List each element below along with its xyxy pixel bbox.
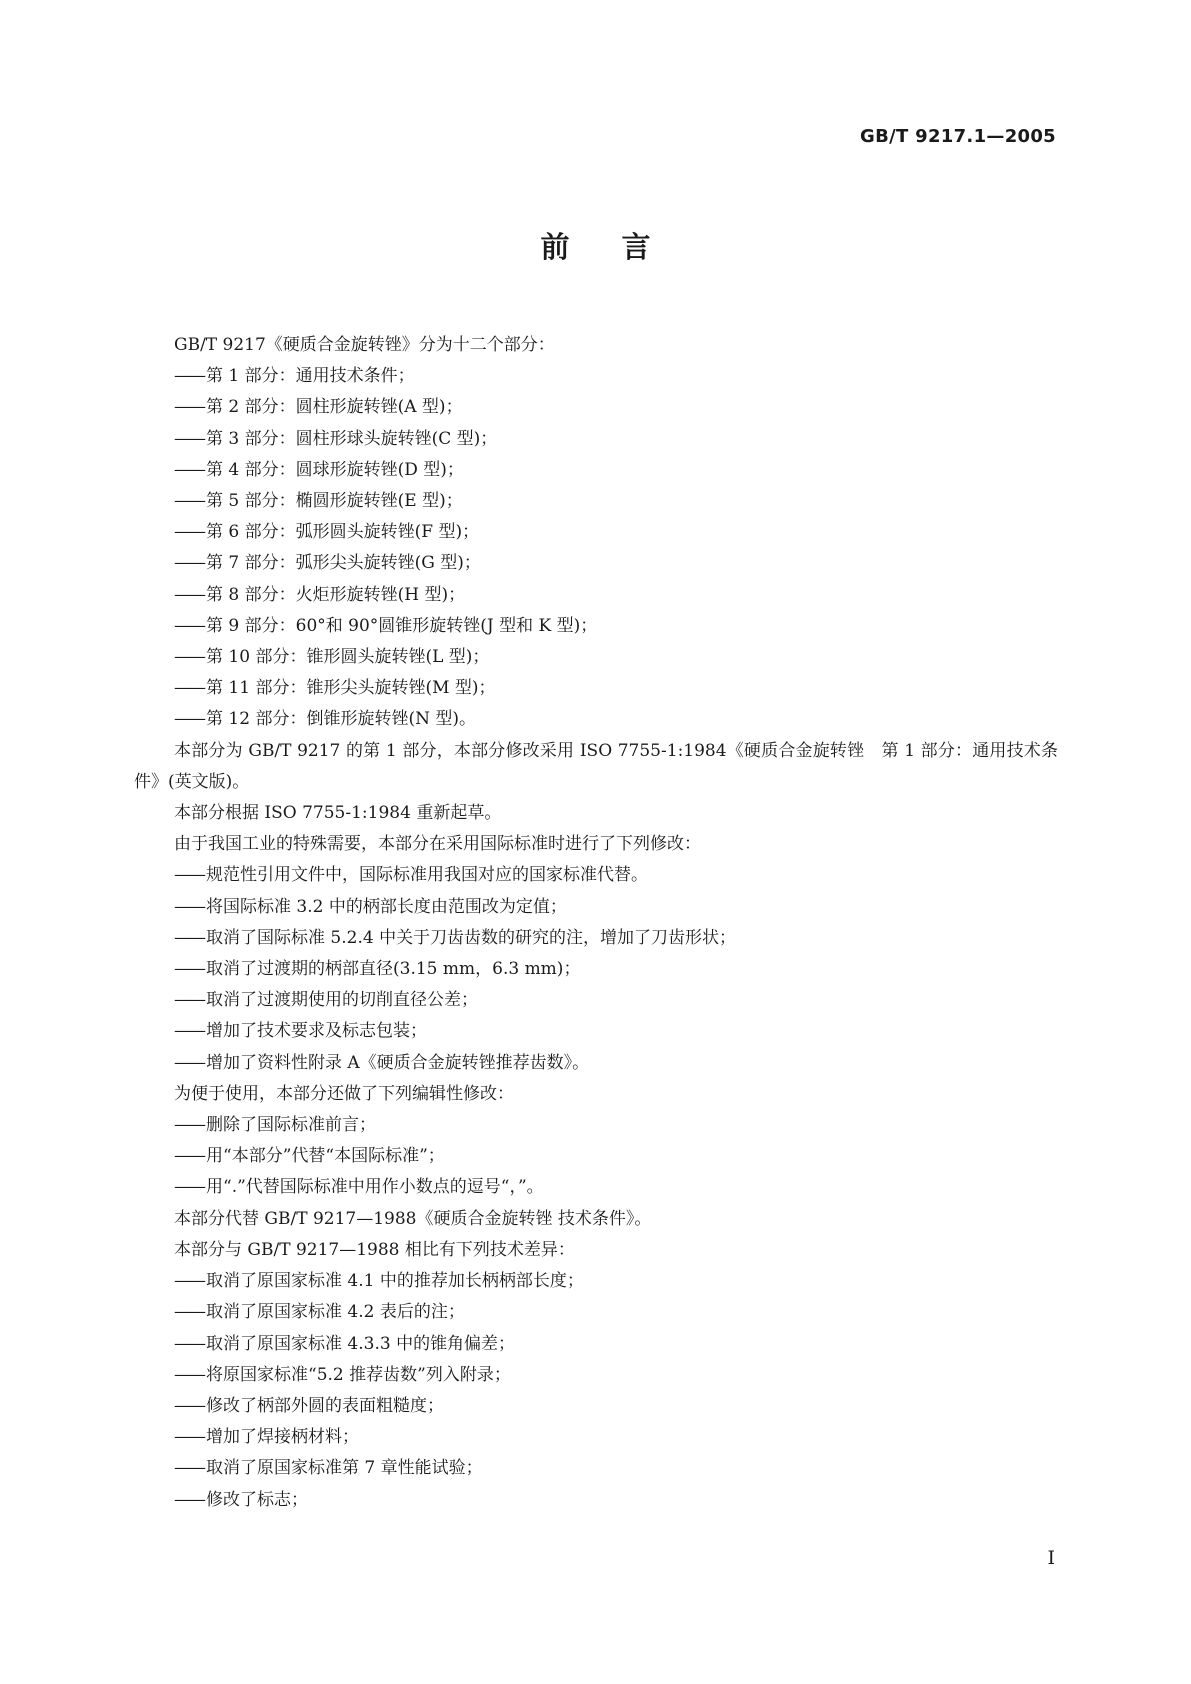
- paragraph: 本部分代替 GB/T 9217—1988《硬质合金旋转锉 技术条件》。: [174, 1208, 652, 1229]
- document-body: [134, 330, 1058, 1516]
- list-item: —— 将国际标准 3.2 中的柄部长度由范围改为定值；: [134, 892, 1058, 923]
- list-item: —— 第 3 部分：圆柱形球头旋转锉(C 型)；: [134, 424, 1058, 455]
- list-item: —— 第 10 部分：锥形圆头旋转锉(L 型)；: [134, 642, 1058, 673]
- paragraph: 本部分与 GB/T 9217—1988 相比有下列技术差异：: [174, 1239, 575, 1260]
- list-item: —— 取消了原国家标准第 7 章性能试验；: [134, 1453, 1058, 1484]
- list-item: —— 增加了焊接柄材料；: [134, 1422, 1058, 1453]
- list-item: —— 取消了原国家标准 4.1 中的推荐加长柄柄部长度；: [134, 1266, 1058, 1297]
- list-item: —— 取消了过渡期的柄部直径(3.15 mm，6.3 mm)；: [134, 954, 1058, 985]
- list-item: —— 修改了标志；: [134, 1485, 1058, 1516]
- list-item: —— 第 11 部分：锥形尖头旋转锉(M 型)；: [134, 673, 1058, 704]
- list-item: —— 取消了国际标准 5.2.4 中关于刀齿齿数的研究的注，增加了刀齿形状；: [134, 923, 1058, 954]
- list-item: —— 增加了资料性附录 A《硬质合金旋转锉推荐齿数》。: [134, 1048, 1058, 1079]
- list-item: —— 删除了国际标准前言；: [134, 1110, 1058, 1141]
- parts-list: [134, 361, 1058, 735]
- list-item: —— 修改了柄部外圆的表面粗糙度；: [134, 1391, 1058, 1422]
- list-item: —— 取消了原国家标准 4.2 表后的注；: [134, 1297, 1058, 1328]
- list-item: —— 用“.”代替国际标准中用作小数点的逗号“，”。: [134, 1172, 1058, 1203]
- paragraph: 本部分根据 ISO 7755-1:1984 重新起草。: [174, 803, 502, 824]
- paragraph: 本部分为 GB/T 9217 的第 1 部分，本部分修改采用 ISO 7755-1:1984《硬质合金旋转锉 第 1 部分：通用技术条件》(英文版)。: [134, 740, 1058, 792]
- editorial-list: [134, 1110, 1058, 1204]
- modifications-list: [134, 860, 1058, 1078]
- list-item: —— 取消了原国家标准 4.3.3 中的锥角偏差；: [134, 1329, 1058, 1360]
- standard-code: GB/T 9217.1—2005: [860, 126, 1056, 147]
- paragraph: GB/T 9217《硬质合金旋转锉》分为十二个部分：: [174, 335, 555, 355]
- differences-list: [134, 1266, 1058, 1516]
- list-item: —— 第 7 部分：弧形尖头旋转锉(G 型)；: [134, 548, 1058, 579]
- list-item: —— 第 2 部分：圆柱形旋转锉(A 型)；: [134, 392, 1058, 423]
- list-item: —— 第 6 部分：弧形圆头旋转锉(F 型)；: [134, 517, 1058, 548]
- paragraph: 由于我国工业的特殊需要，本部分在采用国际标准时进行了下列修改：: [174, 834, 701, 855]
- page-number: I: [1047, 1547, 1055, 1569]
- list-item: —— 第 12 部分：倒锥形旋转锉(N 型)。: [134, 704, 1058, 735]
- list-item: —— 第 5 部分：椭圆形旋转锉(E 型)；: [134, 486, 1058, 517]
- list-item: —— 增加了技术要求及标志包装；: [134, 1016, 1058, 1047]
- list-item: —— 将原国家标准“5.2 推荐齿数”列入附录；: [134, 1360, 1058, 1391]
- list-item: —— 第 4 部分：圆球形旋转锉(D 型)；: [134, 455, 1058, 486]
- list-item: —— 第 9 部分：60°和 90°圆锥形旋转锉(J 型和 K 型)；: [134, 611, 1058, 642]
- list-item: —— 第 8 部分：火炬形旋转锉(H 型)；: [134, 580, 1058, 611]
- list-item: —— 取消了过渡期使用的切削直径公差；: [134, 985, 1058, 1016]
- paragraph: 为便于使用，本部分还做了下列编辑性修改：: [174, 1083, 514, 1104]
- page-title: 前言: [540, 230, 703, 264]
- list-item: —— 第 1 部分：通用技术条件；: [134, 361, 1058, 392]
- list-item: —— 规范性引用文件中，国际标准用我国对应的国家标准代替。: [134, 860, 1058, 891]
- list-item: —— 用“本部分”代替“本国际标准”；: [134, 1141, 1058, 1172]
